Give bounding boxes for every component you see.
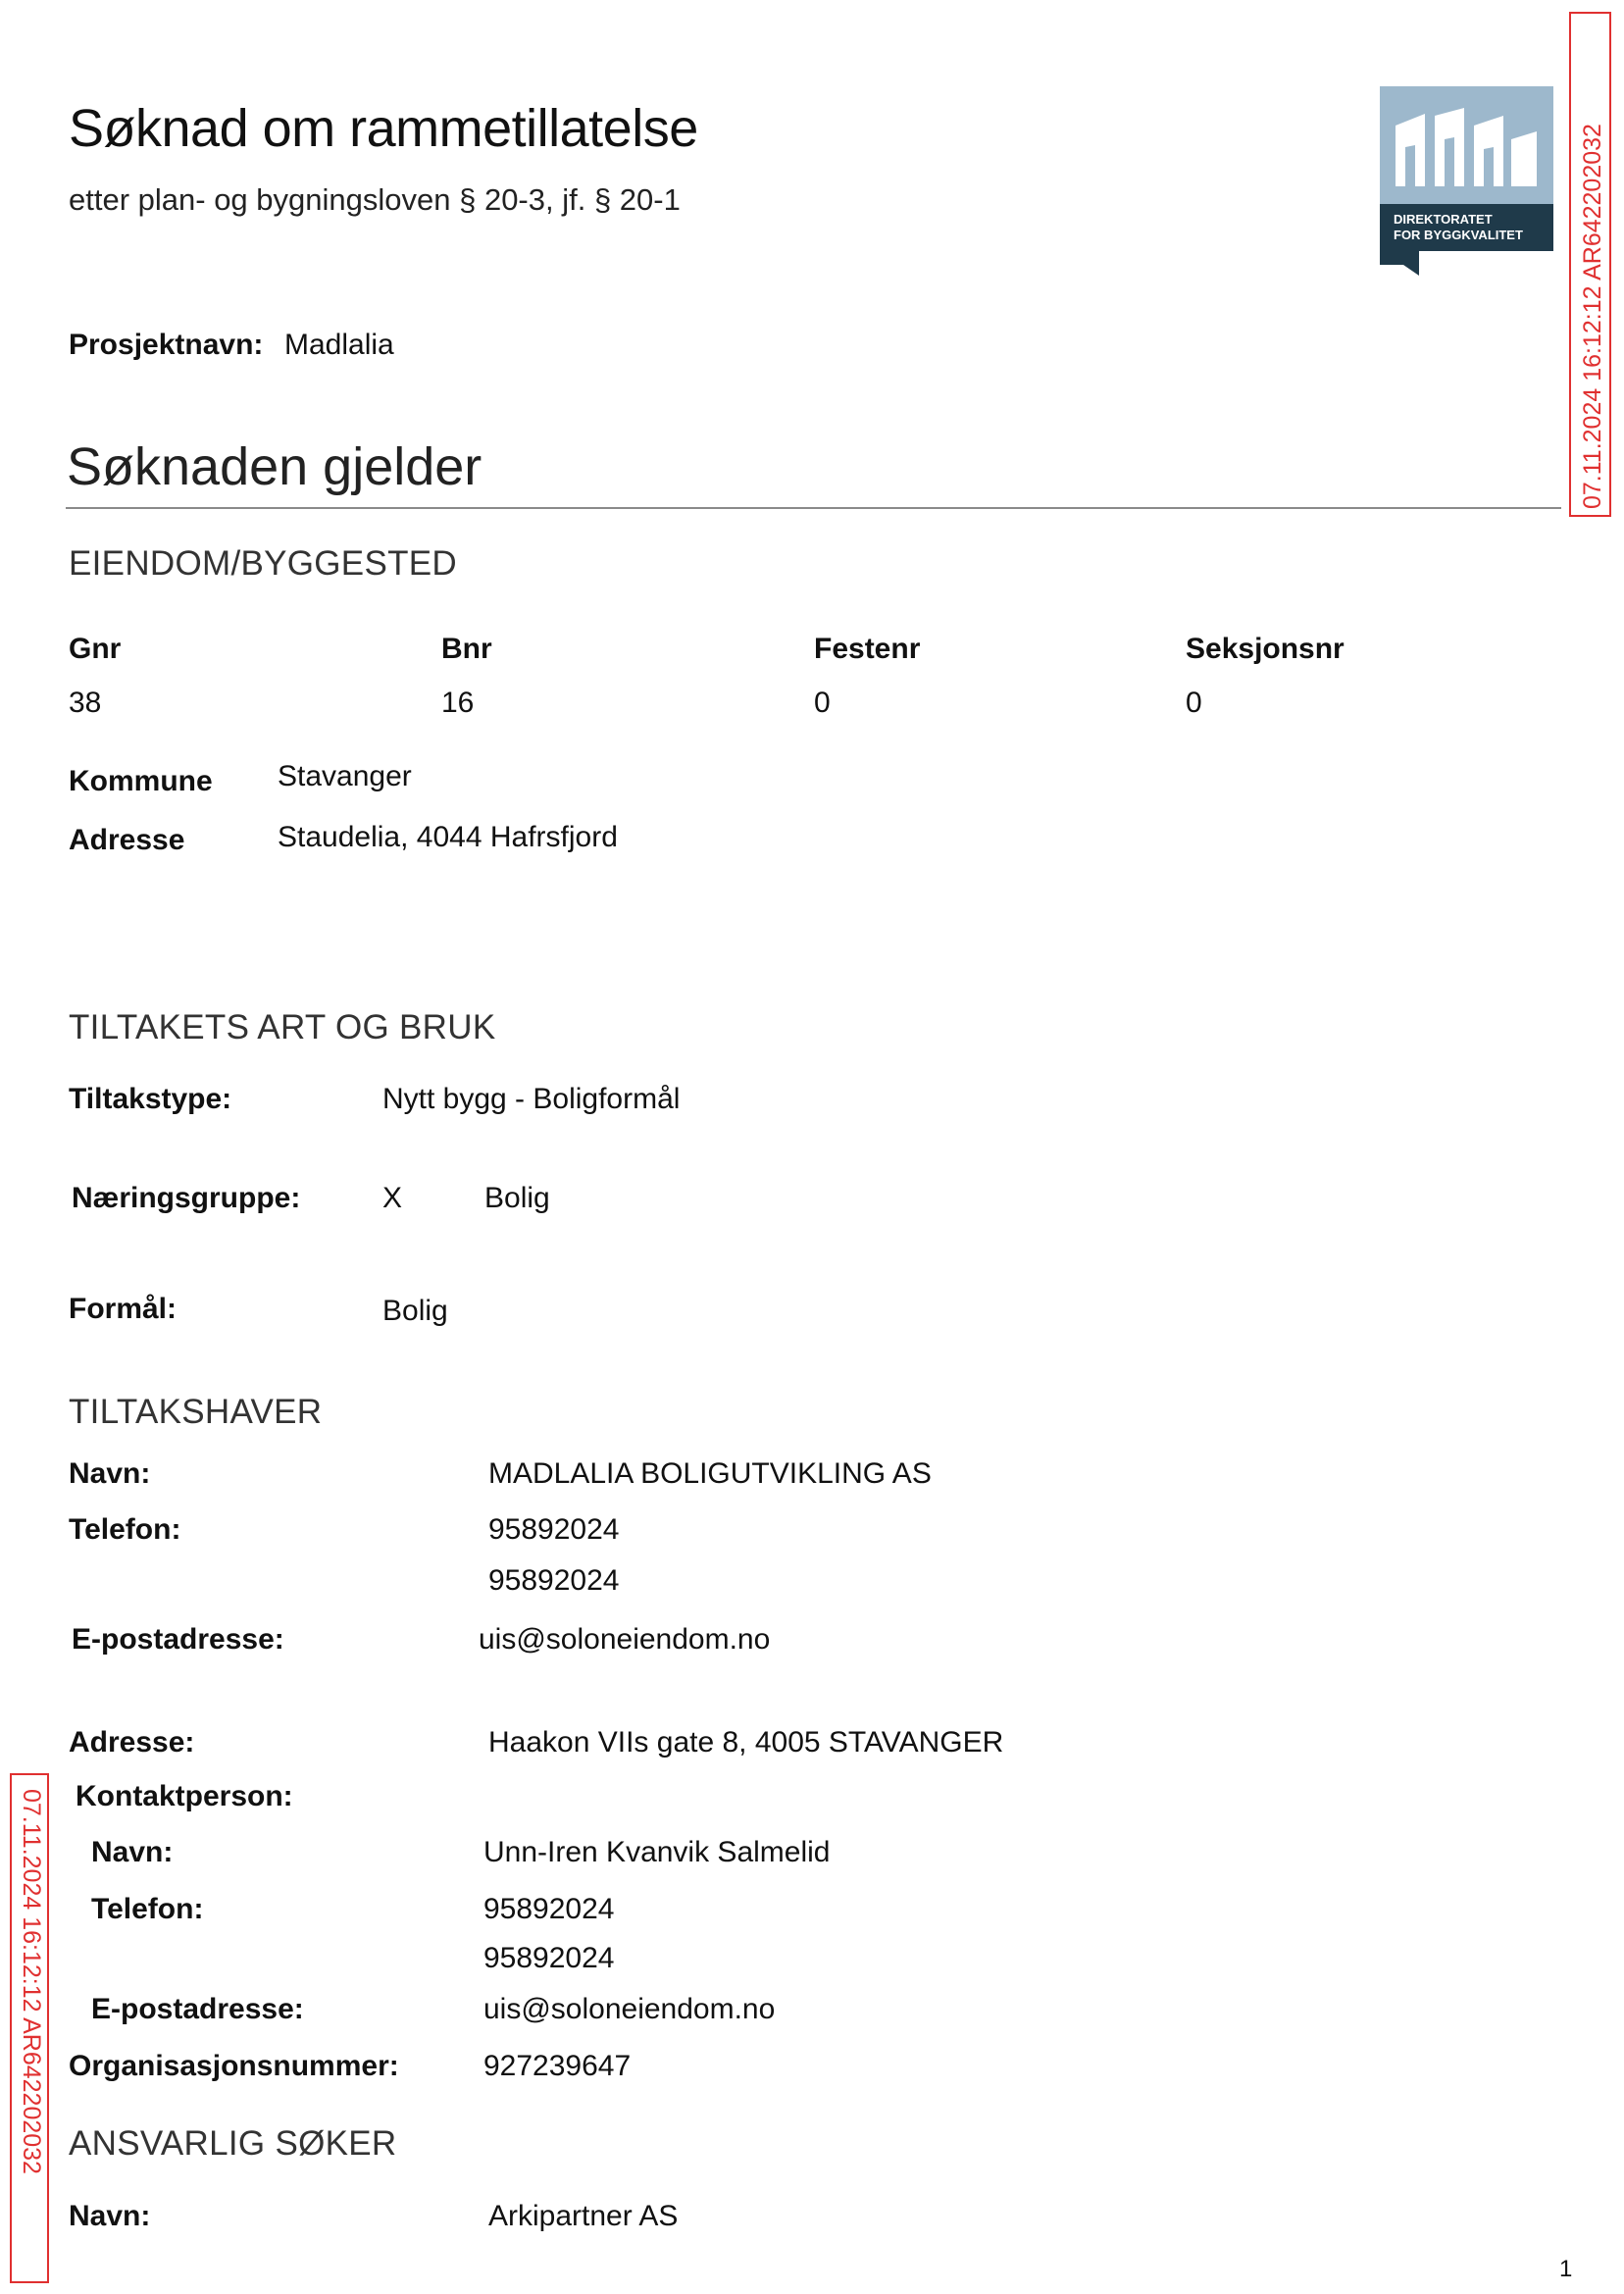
seksjonsnr-label: Seksjonsnr <box>1186 633 1345 665</box>
contact-email-label: E-postadresse: <box>91 1993 304 2025</box>
applicant-name-value: Arkipartner AS <box>488 2200 679 2232</box>
bnr-label: Bnr <box>441 633 492 665</box>
owner-email-label: E-postadresse: <box>72 1623 284 1656</box>
municipality-label: Kommune <box>69 765 213 797</box>
owner-address-value: Haakon VIIs gate 8, 4005 STAVANGER <box>488 1726 1004 1759</box>
document-title: Søknad om rammetillatelse <box>69 99 698 158</box>
festenr-label: Festenr <box>814 633 921 665</box>
address-value: Staudelia, 4044 Hafrsfjord <box>278 821 618 853</box>
seksjonsnr-value: 0 <box>1186 687 1202 719</box>
stamp-top-text: 07.11.2024 16:12:12 AR642202032 <box>1579 124 1606 509</box>
bnr-value: 16 <box>441 687 475 719</box>
address-label: Adresse <box>69 824 185 856</box>
owner-phone-label: Telefon: <box>69 1513 181 1546</box>
owner-name-label: Navn: <box>69 1457 151 1490</box>
contact-name-value: Unn-Iren Kvanvik Salmelid <box>483 1836 831 1868</box>
measure-type-value: Nytt bygg - Boligformål <box>382 1083 681 1115</box>
contact-phone1: 95892024 <box>483 1893 615 1925</box>
purpose-label: Formål: <box>69 1293 178 1325</box>
owner-phone2: 95892024 <box>488 1564 620 1597</box>
project-label: Prosjektnavn: <box>69 329 264 361</box>
owner-email-value: uis@soloneiendom.no <box>479 1623 771 1656</box>
document-subtitle: etter plan- og bygningsloven § 20-3, jf. § 20-1 <box>69 182 681 217</box>
owner-phone1: 95892024 <box>488 1513 620 1546</box>
contact-label: Kontaktperson: <box>76 1780 293 1812</box>
owner-heading: TILTAKSHAVER <box>69 1393 323 1431</box>
project-value: Madlalia <box>284 329 394 361</box>
measure-type-label: Tiltakstype: <box>69 1083 232 1115</box>
section-title: Søknaden gjelder <box>67 437 482 496</box>
contact-phone-label: Telefon: <box>91 1893 204 1925</box>
stamp-left-text: 07.11.2024 16:12:12 AR642202032 <box>18 1789 45 2174</box>
contact-phone2: 95892024 <box>483 1942 615 1974</box>
stamp-top <box>1569 12 1611 517</box>
logo-text-line2: FOR BYGGKVALITET <box>1394 228 1523 242</box>
stamp-left <box>10 1773 49 2283</box>
dibk-logo <box>1380 86 1553 276</box>
applicant-name-label: Navn: <box>69 2200 151 2232</box>
industry-label: Næringsgruppe: <box>72 1182 301 1214</box>
property-heading: EIENDOM/BYGGESTED <box>69 544 457 583</box>
owner-name-value: MADLALIA BOLIGUTVIKLING AS <box>488 1457 932 1490</box>
owner-address-label: Adresse: <box>69 1726 195 1759</box>
section-divider <box>66 507 1561 509</box>
industry-value: Bolig <box>484 1182 550 1214</box>
contact-name-label: Navn: <box>91 1836 174 1868</box>
gnr-value: 38 <box>69 687 102 719</box>
municipality-value: Stavanger <box>278 760 412 792</box>
org-number-value: 927239647 <box>483 2050 632 2082</box>
page-number: 1 <box>1559 2256 1573 2282</box>
contact-email-value: uis@soloneiendom.no <box>483 1993 776 2025</box>
festenr-value: 0 <box>814 687 831 719</box>
industry-code: X <box>382 1182 403 1214</box>
applicant-heading: ANSVARLIG SØKER <box>69 2124 397 2163</box>
org-number-label: Organisasjonsnummer: <box>69 2050 399 2082</box>
measure-heading: TILTAKETS ART OG BRUK <box>69 1008 496 1046</box>
purpose-value: Bolig <box>382 1295 448 1327</box>
gnr-label: Gnr <box>69 633 122 665</box>
logo-text-line1: DIREKTORATET <box>1394 212 1493 227</box>
